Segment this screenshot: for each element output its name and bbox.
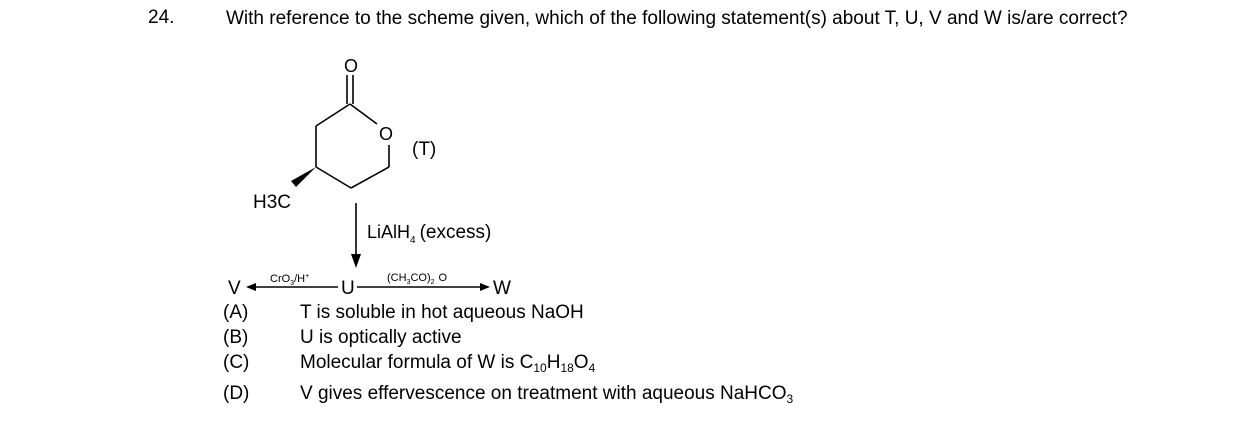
question-number: 24. (148, 7, 175, 28)
ring-oxygen-label: O (379, 124, 394, 144)
compound-T-label: (T) (412, 139, 437, 160)
option-a-text: T is soluble in hot aqueous NaOH (300, 302, 584, 323)
product-W-label: W (493, 278, 511, 299)
option-c-text: Molecular formula of W is $C_{10}H_{18}O_4$ (300, 352, 596, 375)
option-b-letter: (B) (223, 327, 249, 348)
reagent-lialh4: LiAlH$_4$ (excess) (367, 222, 492, 246)
product-V-label: V (228, 278, 241, 299)
option-d-text: V gives effervescence on treatment with aqueous NaHCO$_3$ (300, 383, 794, 406)
product-U-label: U (341, 278, 355, 299)
methyl-label: H3C (253, 192, 292, 213)
option-d-letter: (D) (223, 383, 250, 404)
option-b-text: U is optically active (300, 327, 462, 348)
carbonyl-double-bond (347, 75, 353, 104)
wedge-bond (291, 167, 316, 187)
question-text: With reference to the scheme given, which of the following statement(s) about T, U, V and W is/are correct? (226, 8, 1128, 29)
reagent-acetic-anhydride: $(CH_3CO)_2$ O (387, 272, 448, 286)
reagent-cro3: CrO$_3$/H+ (270, 273, 310, 287)
down-arrow (351, 203, 361, 268)
option-a-letter: (A) (223, 302, 249, 323)
carbonyl-oxygen-label: O (344, 56, 359, 76)
option-c-letter: (C) (223, 352, 250, 373)
lactone-ring (316, 104, 389, 188)
right-arrow (357, 283, 490, 291)
